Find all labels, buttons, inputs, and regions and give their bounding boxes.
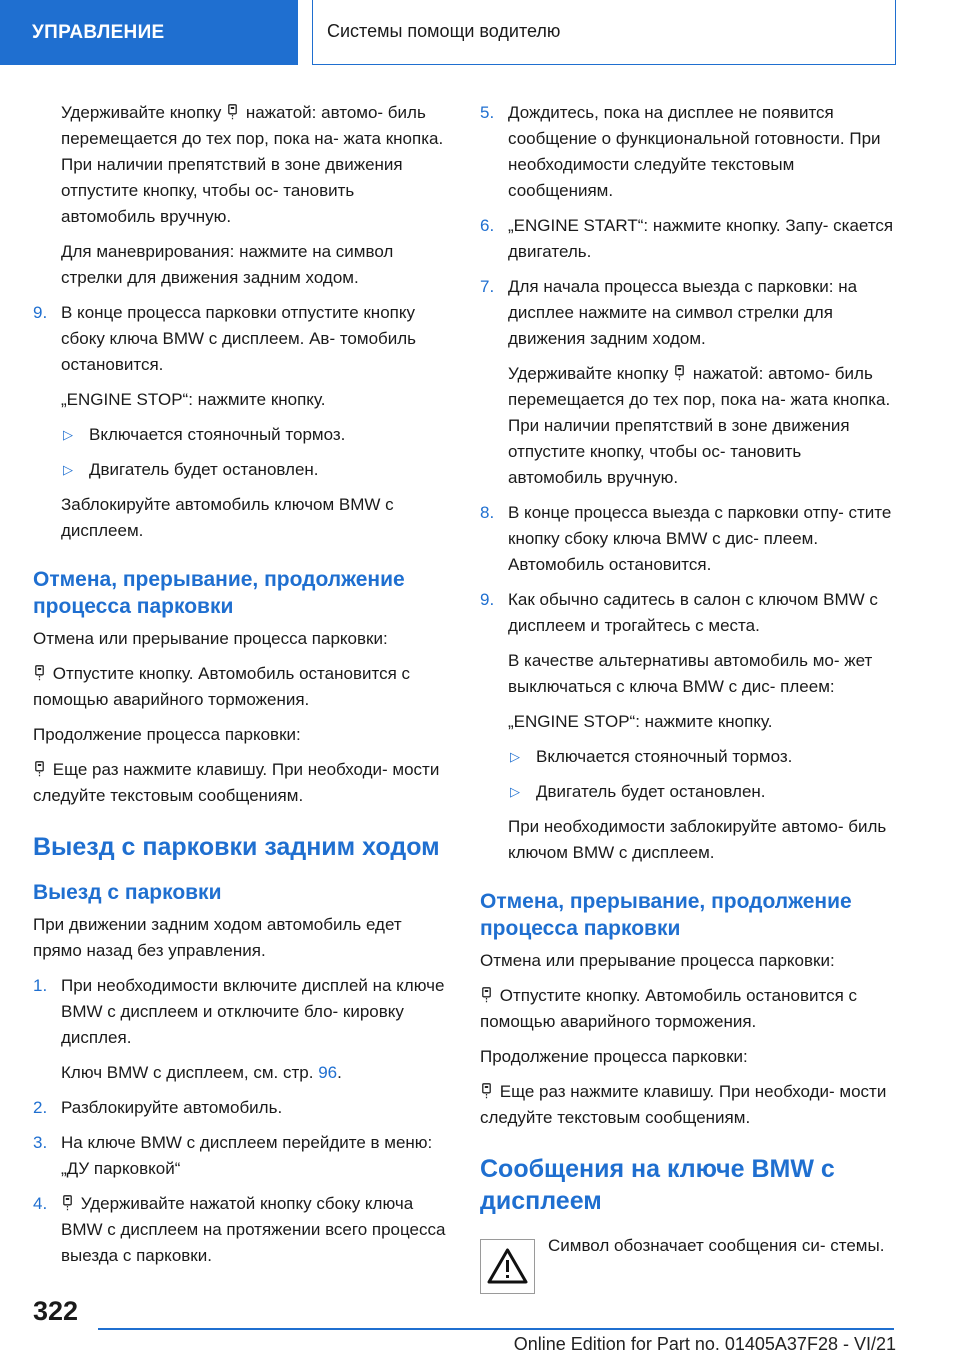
triangle-right-icon: ▷ xyxy=(510,749,520,764)
step-item xyxy=(480,500,894,578)
engine-stop-line: „ENGINE STOP“: нажмите кнопку. xyxy=(61,390,326,409)
text: Отпустите кнопку. Автомобиль остановится с помощью аварийного торможения. xyxy=(33,664,410,709)
step-item xyxy=(33,300,447,378)
alternative-paragraph: В качестве альтернативы автомобиль мо- жет выключаться с ключа BMW с дис- плеем: xyxy=(508,651,873,696)
hold-button-paragraph xyxy=(33,100,447,230)
step-item xyxy=(33,1130,447,1182)
left-column xyxy=(33,100,447,1278)
step-item xyxy=(480,100,894,204)
cancel-intro: Отмена или прерывание процесса парковки: xyxy=(480,951,835,970)
step-item xyxy=(33,973,447,1051)
chapter-title: Системы помощи водителю xyxy=(312,0,896,65)
edition-info: Online Edition for Part no. 01405A37F28 - VI/21 xyxy=(513,1334,896,1354)
text: Отпустите кнопку. Автомобиль остановится с помощью аварийного торможения. xyxy=(480,986,857,1031)
bullet-text: Включается стояночный тормоз. xyxy=(536,747,793,766)
key-fob-icon xyxy=(675,365,684,381)
key-fob-icon xyxy=(63,1195,72,1211)
continue-intro: Продолжение процесса парковки: xyxy=(33,725,301,744)
step-text: Для начала процесса выезда с парковки: на дисплее нажмите на символ стрелки для движения задним ходом. xyxy=(508,277,858,348)
step-number: 6. xyxy=(480,216,495,235)
key-messages-heading: Сообщения на ключе BMW с дисплеем xyxy=(480,1155,835,1215)
lock-paragraph: При необходимости заблокируйте автомо- биль ключом BMW с дисплеем. xyxy=(508,817,887,862)
step-number: 2. xyxy=(33,1098,48,1117)
cancel-release-paragraph xyxy=(480,983,894,1035)
bullet-item xyxy=(33,457,447,483)
key-fob-icon xyxy=(228,104,237,120)
bullet-text: Двигатель будет остановлен. xyxy=(89,460,319,479)
hold-button-paragraph xyxy=(480,361,894,491)
step-number: 9. xyxy=(480,590,495,609)
key-fob-icon xyxy=(482,987,491,1003)
warning-triangle-icon xyxy=(480,1239,535,1294)
step-number: 1. xyxy=(33,976,48,995)
text: Ключ BMW с дисплеем, см. стр. xyxy=(61,1063,314,1082)
text: Еще раз нажмите клавишу. При необходи- мости следуйте текстовым сообщениям. xyxy=(33,760,440,805)
step-item xyxy=(480,213,894,265)
warning-symbol-text: Символ обозначает сообщения си- стемы. xyxy=(548,1236,885,1255)
step-number: 9. xyxy=(33,303,48,322)
engine-stop-line: „ENGINE STOP“: нажмите кнопку. xyxy=(508,712,773,731)
step-text: Дождитесь, пока на дисплее не появится сообщение о функциональной готовности. При необходимости следуйте текстовым сообщениям. xyxy=(508,103,881,200)
right-column xyxy=(480,100,894,1293)
step-number: 8. xyxy=(480,503,495,522)
cancel-heading: Отмена, прерывание, продолжение процесса парковки xyxy=(480,890,852,940)
bullet-text: Включается стояночный тормоз. xyxy=(89,425,346,444)
cancel-release-paragraph xyxy=(33,661,447,713)
exit-subheading: Выезд с парковки xyxy=(33,881,222,904)
step-number: 7. xyxy=(480,277,495,296)
continue-paragraph xyxy=(33,757,447,809)
step-item xyxy=(33,1095,447,1121)
cancel-intro: Отмена или прерывание процесса парковки: xyxy=(33,629,388,648)
cancel-heading: Отмена, прерывание, продолжение процесса парковки xyxy=(33,568,405,618)
step-number: 3. xyxy=(33,1133,48,1152)
maneuver-paragraph: Для маневрирования: нажмите на символ стрелки для движения задним ходом. xyxy=(61,242,394,287)
step-text: В конце процесса парковки отпустите кнопку сбоку ключа BMW с дисплеем. Ав- томобиль остановится. xyxy=(61,303,417,374)
step-text: Разблокируйте автомобиль. xyxy=(61,1098,283,1117)
step-item xyxy=(480,587,894,639)
step-number: 4. xyxy=(33,1194,48,1213)
step-text: На ключе BMW с дисплеем перейдите в меню: „ДУ парковкой“ xyxy=(61,1133,433,1178)
text: Еще раз нажмите клавишу. При необходи- мости следуйте текстовым сообщениям. xyxy=(480,1082,887,1127)
text: . xyxy=(337,1063,342,1082)
step-item xyxy=(33,1191,447,1269)
step-text: Как обычно садитесь в салон с ключом BMW с дисплеем и трогайтесь с места. xyxy=(508,590,878,635)
exit-intro: При движении задним ходом автомобиль едет прямо назад без управления. xyxy=(33,915,402,960)
step-text: Удерживайте нажатой кнопку сбоку ключа BMW с дисплеем на протяжении всего процесса выезда с парковки. xyxy=(61,1194,446,1265)
continue-paragraph xyxy=(480,1079,894,1131)
warning-symbol-block xyxy=(480,1233,894,1293)
page-link[interactable]: 96 xyxy=(318,1063,338,1082)
text: Удерживайте кнопку xyxy=(61,103,222,122)
step-text: В конце процесса выезда с парковки отпу- стите кнопку сбоку ключа BMW с дис- плеем. Автомобиль остановится. xyxy=(508,503,892,574)
key-fob-icon xyxy=(482,1083,491,1099)
exit-reverse-heading: Выезд с парковки задним ходом xyxy=(33,833,440,861)
triangle-right-icon: ▷ xyxy=(510,784,520,799)
key-fob-icon xyxy=(35,665,44,681)
step-text: „ENGINE START“: нажмите кнопку. Запу- скается двигатель. xyxy=(508,216,894,261)
bullet-item xyxy=(480,744,894,770)
bullet-text: Двигатель будет остановлен. xyxy=(536,782,766,801)
key-reference xyxy=(33,1060,447,1086)
key-fob-icon xyxy=(35,761,44,777)
text: нажатой: автомо- биль перемещается до тех пор, пока на- жата кнопка. При наличии препятствий в зоне движения отпустите кнопку, чтобы ос- тановить автомобиль вручную. xyxy=(508,364,891,487)
bullet-item xyxy=(33,422,447,448)
step-item xyxy=(480,274,894,352)
section-tab: УПРАВЛЕНИЕ xyxy=(0,0,298,65)
page-number: 322 xyxy=(33,1296,79,1326)
step-number: 5. xyxy=(480,103,495,122)
footer-divider xyxy=(98,1328,894,1330)
bullet-item xyxy=(480,779,894,805)
triangle-right-icon: ▷ xyxy=(63,462,73,477)
triangle-right-icon: ▷ xyxy=(63,427,73,442)
text: нажатой: автомо- биль перемещается до тех пор, пока на- жата кнопка. При наличии препятствий в зоне движения отпустите кнопку, чтобы ос- тановить автомобиль вручную. xyxy=(61,103,444,226)
step-text: При необходимости включите дисплей на ключе BMW с дисплеем и отключите бло- кировку дисплея. xyxy=(61,976,445,1047)
continue-intro: Продолжение процесса парковки: xyxy=(480,1047,748,1066)
text: Удерживайте кнопку xyxy=(508,364,669,383)
lock-paragraph: Заблокируйте автомобиль ключом BMW с дисплеем. xyxy=(61,495,394,540)
